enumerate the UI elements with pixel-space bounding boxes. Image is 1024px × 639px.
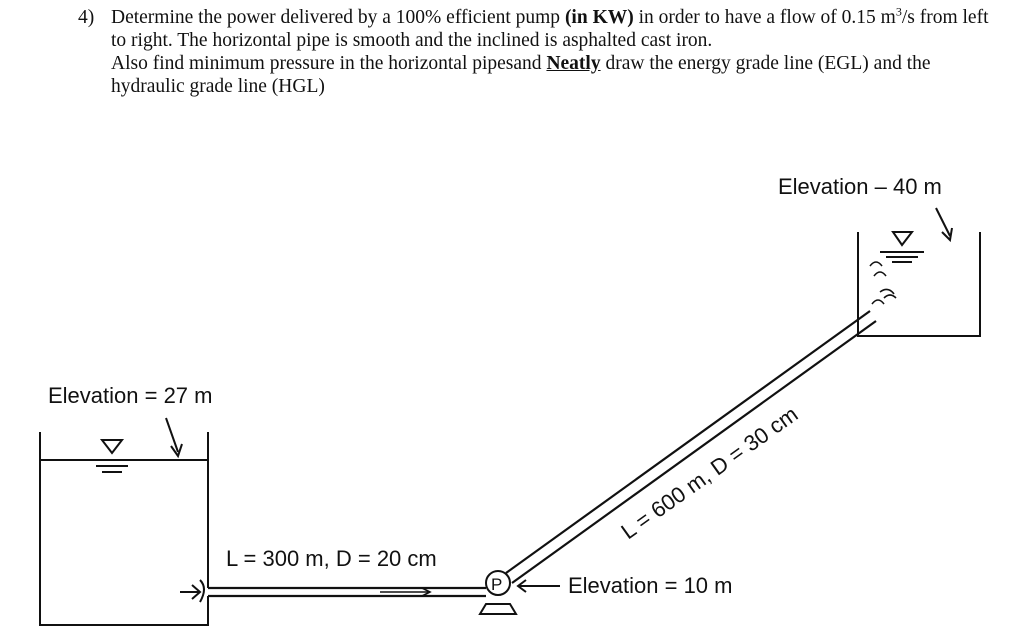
left-tank-leader-arrow (166, 418, 182, 456)
outlet-flow-marks (870, 262, 896, 304)
inclined-pipe-label: L = 600 m, D = 30 cm (616, 401, 803, 545)
left-water-surface-icon (40, 440, 208, 472)
problem-text-1a: Determine the power delivered by a 100% efficient pump (111, 7, 565, 28)
horizontal-pipe (208, 588, 486, 596)
problem-text-1b: in order to have a flow of 0.15 m (633, 7, 896, 28)
problem-text-2a: Also find minimum pressure in the horizontal pipesand (111, 53, 547, 74)
upper-tank-leader-arrow (936, 208, 952, 240)
pump-elevation-label: Elevation = 10 m (568, 573, 733, 598)
upper-water-surface-icon (880, 232, 924, 262)
upper-reservoir (858, 232, 980, 336)
left-tank-elevation-label: Elevation = 27 m (48, 383, 213, 408)
pump (480, 571, 516, 614)
horizontal-pipe-label: L = 300 m, D = 20 cm (226, 546, 437, 571)
horizontal-pipe-flow-arrow (380, 588, 430, 596)
pump-elevation-arrow (518, 580, 560, 592)
pump-symbol-label: P (491, 575, 503, 594)
problem-units-bold: (in KW) (564, 7, 634, 28)
inclined-pipe (506, 311, 876, 583)
problem-number: 4) (78, 7, 95, 28)
problem-text-2b: draw the energy grade line (EGL) and the hydraulic grade line (HGL) (111, 53, 931, 97)
problem-superscript: 3 (895, 4, 902, 19)
problem-text-1c: /s from left to right. The horizontal pipe is smooth and the inclined is asphalted cast iron. (111, 7, 989, 51)
problem-underline-neatly: Neatly (546, 53, 601, 74)
upper-tank-elevation-label: Elevation – 40 m (778, 174, 942, 199)
inlet-flow-arrow (180, 580, 204, 602)
